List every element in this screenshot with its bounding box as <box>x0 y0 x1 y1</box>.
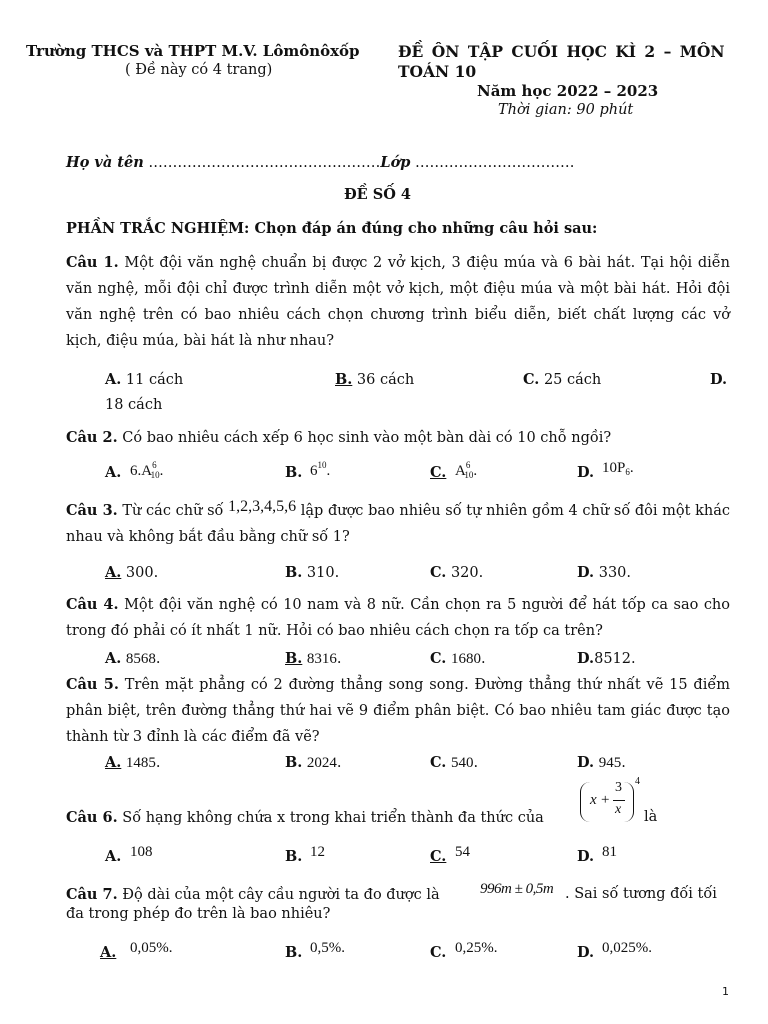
question-3-text-before: Từ các chữ số <box>122 503 224 519</box>
expr-power: 4 <box>635 776 640 787</box>
question-7-line1 <box>66 886 440 903</box>
expr-numerator: 3 <box>615 780 622 795</box>
school-year: Năm học 2022 – 2023 <box>477 82 659 100</box>
q3-option-a[interactable]: A. 300. <box>105 564 159 581</box>
q7-option-a[interactable]: A. <box>100 944 117 961</box>
student-info-line <box>66 154 575 171</box>
q7-option-b[interactable]: B. <box>285 944 303 961</box>
exam-code: ĐỀ SỐ 4 <box>344 186 412 203</box>
q5-option-b[interactable]: B. 2024. <box>285 754 342 771</box>
expr-plus: + <box>601 792 610 808</box>
section-title: PHẦN TRẮC NGHIỆM: Chọn đáp án đúng cho những câu hỏi sau: <box>66 220 598 237</box>
q6-option-a[interactable]: A. <box>105 848 122 865</box>
class-dots: …………………………… <box>415 155 575 171</box>
question-2-label: Câu 2. <box>66 429 118 446</box>
q2-option-d-expr: $10P_6$. <box>602 460 634 477</box>
question-7-line2: đa trong phép đo trên là bao nhiêu? <box>66 906 331 922</box>
question-6 <box>66 809 544 826</box>
q1-option-d-text[interactable]: 18 cách <box>105 397 163 413</box>
question-2 <box>66 429 611 446</box>
q6-option-c[interactable]: C. <box>430 848 447 865</box>
fraction-bar <box>613 800 625 801</box>
question-1-label: Câu 1. <box>66 254 119 271</box>
q7-option-c-value: 0,25%. <box>455 940 498 956</box>
q7-option-d-value: 0,025%. <box>602 940 652 956</box>
question-7-label: Câu 7. <box>66 886 118 903</box>
question-1-options <box>0 371 768 393</box>
question-6-expression <box>580 778 640 826</box>
q4-option-b[interactable]: B. 8316. <box>285 650 342 667</box>
q6-option-d[interactable]: D. <box>577 848 595 865</box>
exam-title-line2: TOÁN 10 <box>398 62 477 81</box>
question-2-text: Có bao nhiêu cách xếp 6 học sinh vào một bàn dài có 10 chỗ ngồi? <box>122 430 612 446</box>
q6-option-b-value: 12 <box>310 844 325 860</box>
q7-option-a-value: 0,05%. <box>130 940 173 956</box>
question-5 <box>66 672 730 750</box>
question-3-text-after: lập được bao nhiêu số tự nhiên gồm 4 chữ số đôi một khác nhau và không bắt đầu bằng chữ số 1? <box>66 503 731 545</box>
q1-option-a[interactable]: A. 11 cách <box>105 371 184 388</box>
question-3-options <box>0 564 768 586</box>
q7-option-b-value: 0,5%. <box>310 940 345 956</box>
question-6-options <box>0 844 768 866</box>
question-5-options <box>0 752 768 774</box>
question-7-text-line1-end: . Sai số tương đối tối <box>565 886 717 902</box>
q1-option-c[interactable]: C. 25 cách <box>523 371 602 388</box>
question-4-options <box>0 648 768 670</box>
question-7-measure: 996m ± 0,5m <box>480 881 554 897</box>
q4-option-a[interactable]: A. 8568. <box>105 650 161 667</box>
question-3-digits: 1,2,3,4,5,6 <box>228 498 297 515</box>
q5-option-c[interactable]: C. 540. <box>430 754 479 771</box>
name-label: Họ và tên <box>66 154 144 171</box>
q2-option-d[interactable]: D. <box>577 464 595 481</box>
question-6-label: Câu 6. <box>66 809 118 826</box>
question-4 <box>66 592 730 644</box>
q2-option-b[interactable]: B. <box>285 464 303 481</box>
q4-option-c[interactable]: C. 1680. <box>430 650 486 667</box>
page-number: 1 <box>722 985 729 998</box>
question-1-text: Một đội văn nghệ chuẩn bị được 2 vở kịch, 3 điệu múa và 6 bài hát. Tại hội diễn văn nghệ, mỗi đội chỉ được trình diễn một vở kịch, một điệu múa và một bài hát. Hỏi đội văn nghệ trên có bao nhiêu cách chọn chương trình biểu diễn, biết chất lượng các vở kịch, điệu múa, bài hát là như nhau? <box>66 255 730 349</box>
question-5-label: Câu 5. <box>66 676 119 693</box>
question-5-text: Trên mặt phẳng có 2 đường thẳng song song. Đường thẳng thứ nhất vẽ 15 điểm phân biệt, trên đường thẳng thứ hai vẽ 9 điểm phân biệt. Có bao nhiêu tam giác được tạo thành từ 3 đỉnh là các điểm đã vẽ? <box>66 677 731 745</box>
q2-option-b-expr: $6^{10}$. <box>310 460 331 479</box>
question-4-label: Câu 4. <box>66 596 119 613</box>
question-6-text-after: là <box>644 809 658 825</box>
name-dots: ………………………………………… <box>148 155 381 171</box>
q4-option-d[interactable]: D.8512. <box>577 650 636 667</box>
q2-option-c[interactable]: C. <box>430 464 447 481</box>
q5-option-d[interactable]: D. 945. <box>577 754 626 771</box>
q7-option-c[interactable]: C. <box>430 944 447 961</box>
q1-option-b[interactable]: B. 36 cách <box>335 371 415 388</box>
question-1 <box>66 250 730 354</box>
question-3-label: Câu 3. <box>66 502 118 519</box>
q5-option-a[interactable]: A. 1485. <box>105 754 161 771</box>
question-7-text-before: Độ dài của một cây cầu người ta đo được là <box>122 887 440 903</box>
pages-note: ( Đề này có 4 trang) <box>125 62 273 78</box>
q3-option-b[interactable]: B. 310. <box>285 564 340 581</box>
q3-option-d[interactable]: D. 330. <box>577 564 632 581</box>
q6-option-d-value: 81 <box>602 844 617 860</box>
q1-option-d-letter[interactable]: D. <box>710 371 728 388</box>
q3-option-c[interactable]: C. 320. <box>430 564 484 581</box>
question-7-options <box>0 940 768 962</box>
question-2-options <box>0 460 768 482</box>
expr-denominator: x <box>615 802 622 817</box>
q6-option-b[interactable]: B. <box>285 848 303 865</box>
question-4-text: Một đội văn nghệ có 10 nam và 8 nữ. Cần chọn ra 5 người để hát tốp ca sao cho trong đó phải có ít nhất 1 nữ. Hỏi có bao nhiêu cách chọn ra tốp ca trên? <box>66 597 731 639</box>
q2-option-a-expr: $6.A^6_{10}$. <box>130 460 164 480</box>
q2-option-a[interactable]: A. <box>105 464 122 481</box>
exam-duration: Thời gian: 90 phút <box>498 102 634 118</box>
q6-option-a-value: 108 <box>130 844 153 860</box>
question-3 <box>66 494 730 550</box>
q7-option-d[interactable]: D. <box>577 944 595 961</box>
class-label: Lớp <box>380 154 411 171</box>
exam-title-line1: ĐỀ ÔN TẬP CUỐI HỌC KÌ 2 – MÔN <box>398 42 725 61</box>
question-6-text-before: Số hạng không chứa x trong khai triển thành đa thức của <box>122 810 544 826</box>
school-name: Trường THCS và THPT M.V. Lômônôxốp <box>26 42 360 60</box>
expr-x: x <box>590 792 597 808</box>
q6-option-c-value: 54 <box>455 844 470 860</box>
q2-option-c-expr: $A^6_{10}$. <box>455 460 478 480</box>
